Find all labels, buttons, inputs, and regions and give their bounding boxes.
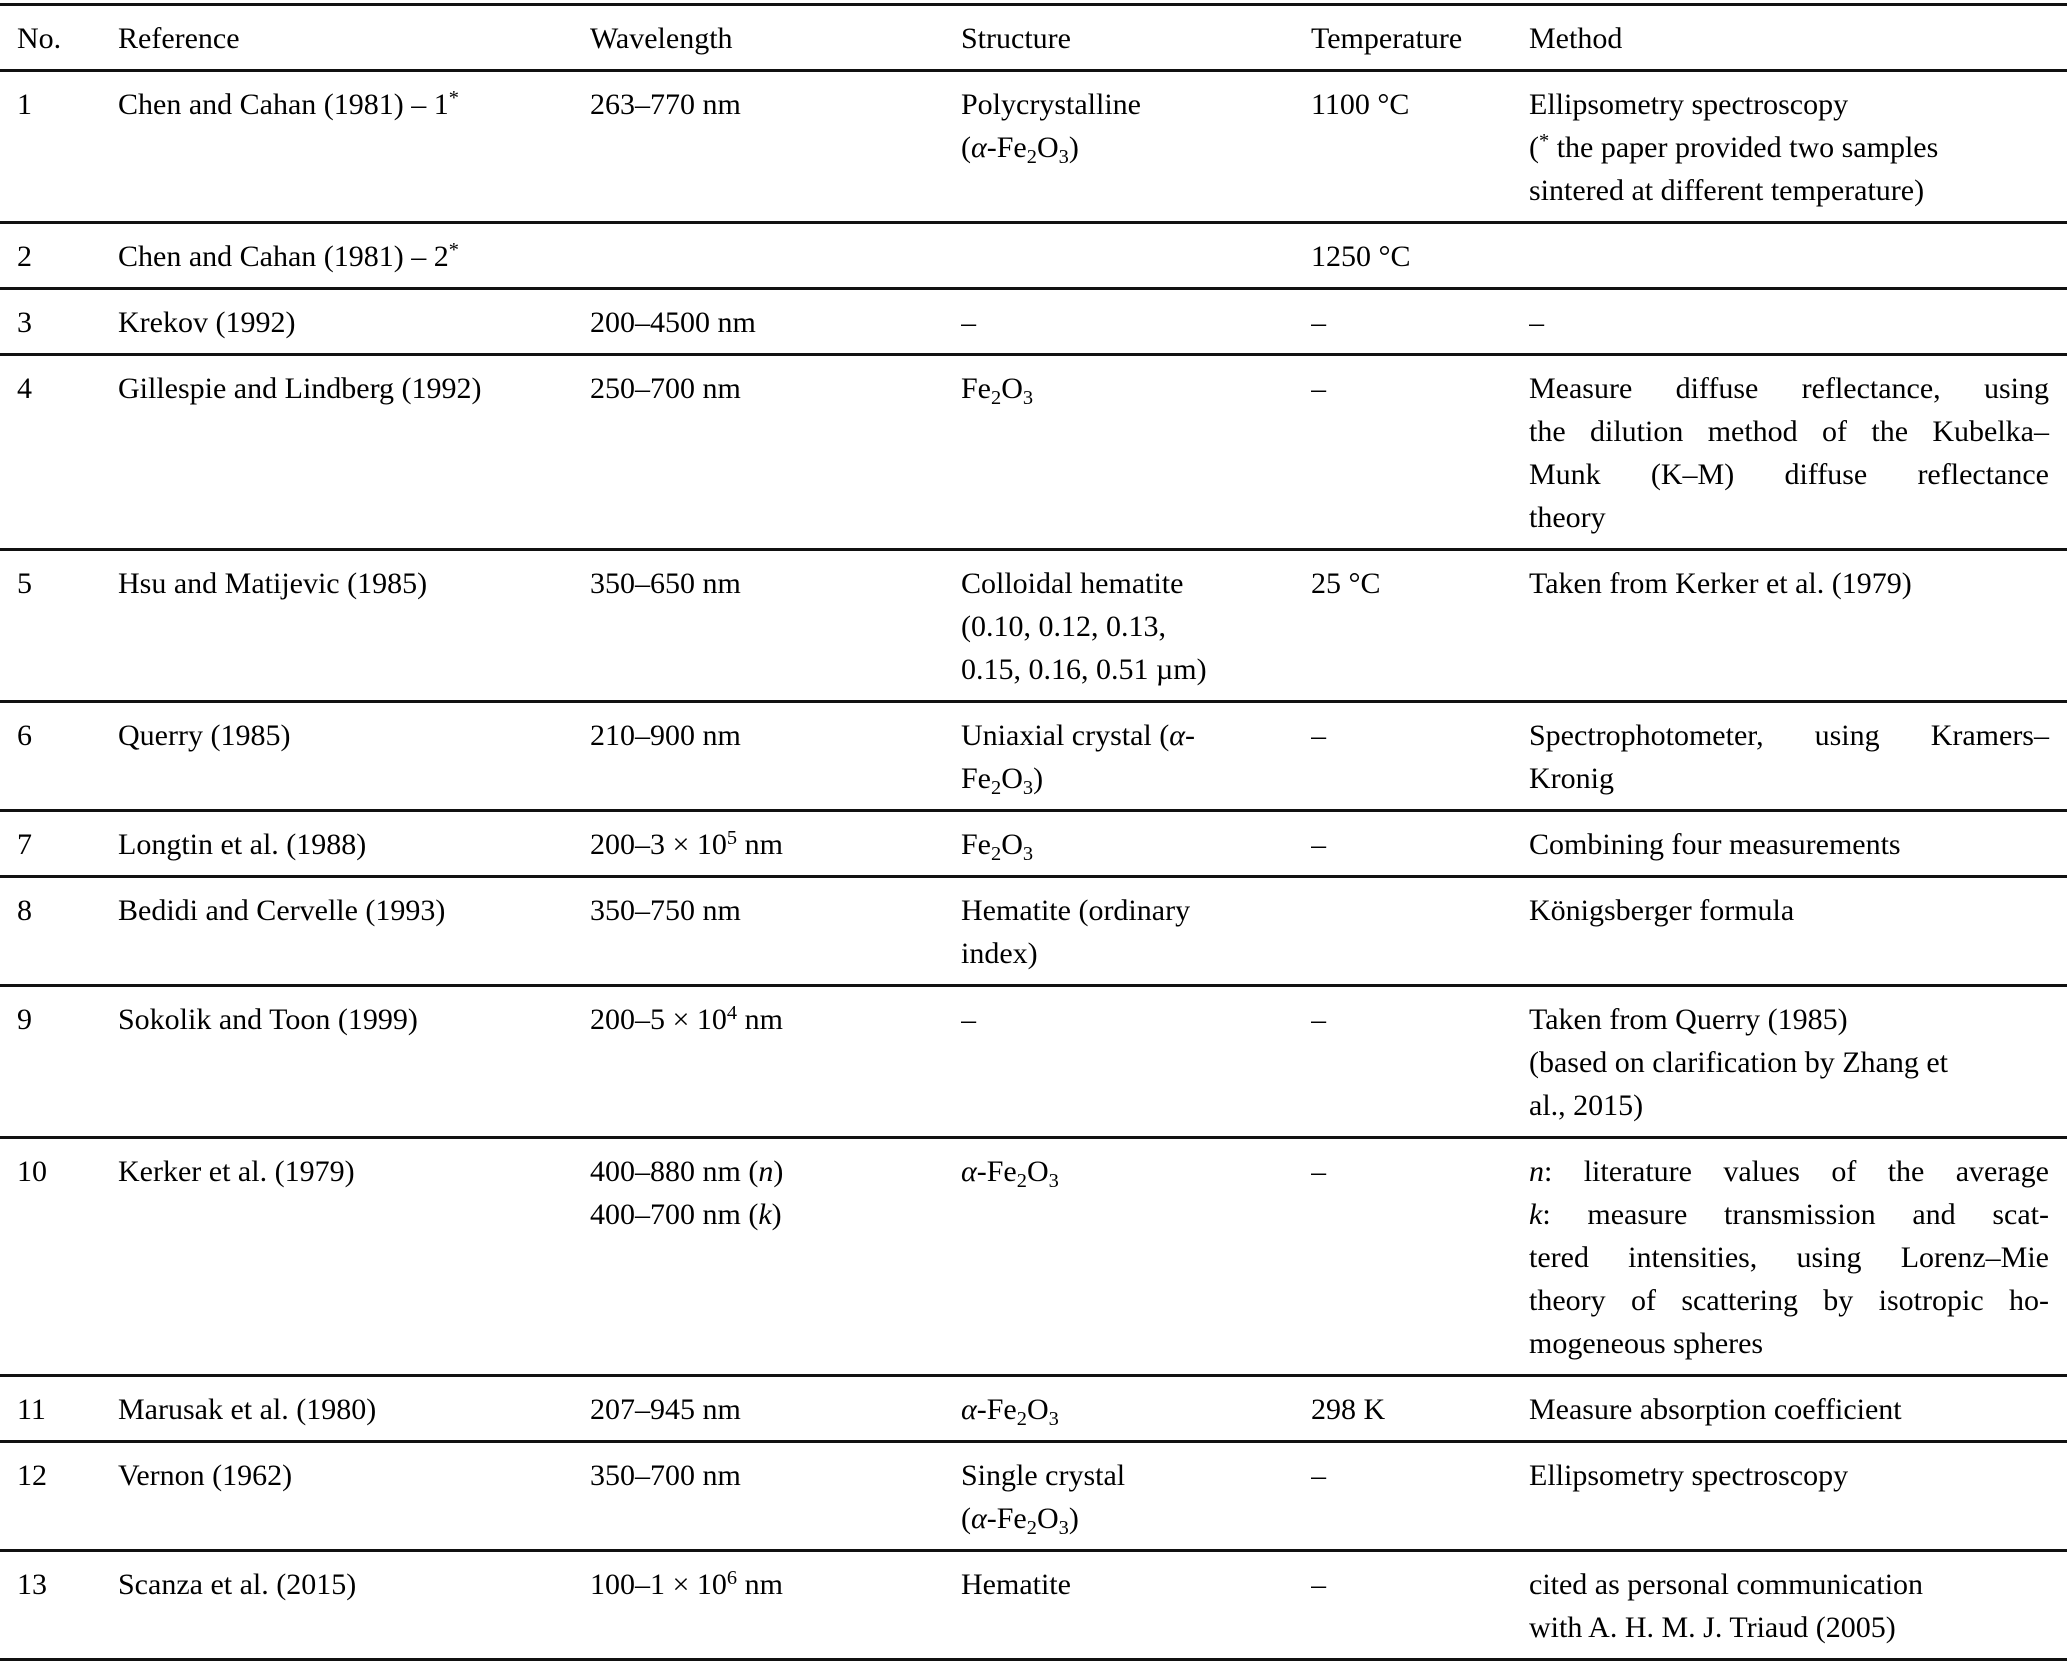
cell-method: Taken from Kerker et al. (1979) xyxy=(1529,567,1912,600)
cell-no: 12 xyxy=(17,1459,47,1492)
cell-no: 5 xyxy=(17,567,32,600)
cell-method: Taken from Querry (1985) (based on clarification by Zhang et al., 2015) xyxy=(1529,1003,1949,1122)
column-header-structure: Structure xyxy=(961,22,1071,55)
cell-reference: Bedidi and Cervelle (1993) xyxy=(118,894,446,927)
cell-method: Spectrophotometer, using Kramers– Kronig xyxy=(1529,719,2049,795)
cell-temperature: – xyxy=(1311,719,1326,752)
cell-wavelength: $100-1 \times 10^6$ nm xyxy=(590,1567,783,1601)
table-header-row xyxy=(0,5,2067,71)
cell-structure: Uniaxial crystal (α- $Fe_2O_3$) xyxy=(961,719,1196,799)
cell-wavelength xyxy=(590,223,961,289)
cell-reference: Scanza et al. (2015) xyxy=(118,1568,357,1601)
cell-reference: Vernon (1962) xyxy=(118,1459,293,1492)
column-header-wavelength: Wavelength xyxy=(590,22,733,55)
cell-reference: Chen and Cahan (1981) – 2* xyxy=(118,239,459,273)
cell-no: 11 xyxy=(17,1393,46,1426)
cell-temperature: – xyxy=(1311,372,1326,405)
cell-structure: – xyxy=(961,306,976,339)
cell-reference: Querry (1985) xyxy=(118,719,291,752)
cell-reference: Krekov (1992) xyxy=(118,306,296,339)
cell-structure: $Fe_2O_3$ xyxy=(961,828,1034,865)
column-header-method: Method xyxy=(1529,22,1623,55)
cell-wavelength: 350–650 nm xyxy=(590,567,741,600)
cell-structure: Single crystal $(\alpha-Fe_2O_3)$ xyxy=(961,1459,1126,1539)
cell-temperature: – xyxy=(1311,1568,1326,1601)
cell-no: 9 xyxy=(17,1003,32,1036)
cell-temperature: – xyxy=(1311,1155,1326,1188)
table-row xyxy=(0,71,2067,223)
cell-wavelength: $200-3 \times 10^5$ nm xyxy=(590,827,783,861)
cell-method: cited as personal communication with A. H. M. J. Triaud (2005) xyxy=(1529,1568,1924,1644)
table-row xyxy=(0,355,2067,550)
table-row xyxy=(0,289,2067,355)
cell-no: 1 xyxy=(17,88,32,121)
cell-reference: Hsu and Matijevic (1985) xyxy=(118,567,428,600)
cell-wavelength: 400–880 nm (n) 400–700 nm (k) xyxy=(590,1155,784,1231)
table-row xyxy=(0,223,2067,289)
cell-method: – xyxy=(1529,306,1544,339)
cell-temperature: – xyxy=(1311,828,1326,861)
cell-no: 3 xyxy=(17,306,32,339)
cell-reference: Longtin et al. (1988) xyxy=(118,828,367,861)
cell-no: 13 xyxy=(17,1568,47,1601)
cell-method: n: literature values of the average k: measure transmission and scat- tered intensities, using Lorenz–Mie theory of scattering by isotropic ho- mogeneous spheres xyxy=(1529,1155,2049,1360)
table-row xyxy=(0,1376,2067,1442)
cell-structure: $\alpha-Fe_2O_3$ xyxy=(961,1393,1059,1430)
references-table xyxy=(0,3,2067,1661)
cell-wavelength: 207–945 nm xyxy=(590,1393,741,1426)
cell-structure: – xyxy=(961,1003,976,1036)
cell-no: 7 xyxy=(17,828,32,861)
cell-wavelength: 263–770 nm xyxy=(590,88,741,121)
cell-no: 4 xyxy=(17,372,32,405)
cell-method: Measure diffuse reflectance, using the dilution method of the Kubelka– Munk (K–M) diffuse reflectance theory xyxy=(1529,372,2049,534)
table-row xyxy=(0,1551,2067,1660)
table-row xyxy=(0,702,2067,811)
cell-structure: Polycrystalline $(\alpha-Fe_2O_3)$ xyxy=(961,88,1141,168)
table-row xyxy=(0,811,2067,877)
table-header xyxy=(0,5,2067,71)
cell-reference: Sokolik and Toon (1999) xyxy=(118,1003,418,1036)
table-body xyxy=(0,71,2067,1660)
cell-no: 8 xyxy=(17,894,32,927)
cell-structure: $Fe_2O_3$ xyxy=(961,372,1034,409)
cell-wavelength: 350–700 nm xyxy=(590,1459,741,1492)
table-row xyxy=(0,550,2067,702)
cell-temperature: 1100 °C xyxy=(1311,88,1410,121)
cell-reference: Marusak et al. (1980) xyxy=(118,1393,377,1426)
cell-wavelength: 210–900 nm xyxy=(590,719,741,752)
cell-wavelength: 250–700 nm xyxy=(590,372,741,405)
cell-no: 6 xyxy=(17,719,32,752)
cell-no: 2 xyxy=(17,240,32,273)
table-row xyxy=(0,1442,2067,1551)
cell-reference: Chen and Cahan (1981) – 1* xyxy=(118,87,459,121)
cell-wavelength: 350–750 nm xyxy=(590,894,741,927)
cell-temperature xyxy=(1311,877,1529,986)
cell-temperature: 25 °C xyxy=(1311,567,1381,600)
cell-temperature: – xyxy=(1311,306,1326,339)
cell-structure: Colloidal hematite (0.10, 0.12, 0.13, 0.15, 0.16, 0.51 µm) xyxy=(961,567,1207,686)
column-header-temperature: Temperature xyxy=(1311,22,1463,55)
cell-reference: Gillespie and Lindberg (1992) xyxy=(118,372,482,405)
cell-temperature: 298 K xyxy=(1311,1393,1386,1426)
column-header-reference: Reference xyxy=(118,22,240,55)
table-row xyxy=(0,877,2067,986)
cell-temperature: – xyxy=(1311,1459,1326,1492)
cell-structure xyxy=(961,223,1311,289)
table-row xyxy=(0,986,2067,1138)
cell-reference: Kerker et al. (1979) xyxy=(118,1155,355,1188)
cell-method: Ellipsometry spectroscopy (* the paper provided two samples sintered at different temperature) xyxy=(1529,88,1939,207)
cell-structure: $\alpha-Fe_2O_3$ xyxy=(961,1155,1059,1192)
cell-wavelength: $200-5 \times 10^4$ nm xyxy=(590,1002,783,1036)
cell-method xyxy=(1529,223,2067,289)
cell-temperature: 1250 °C xyxy=(1311,240,1411,273)
cell-method: Königsberger formula xyxy=(1529,894,1795,927)
cell-method: Ellipsometry spectroscopy xyxy=(1529,1459,1849,1492)
cell-temperature: – xyxy=(1311,1003,1326,1036)
cell-structure: Hematite xyxy=(961,1568,1071,1601)
column-header-no: No. xyxy=(17,22,62,55)
cell-no: 10 xyxy=(17,1155,47,1188)
cell-wavelength: 200–4500 nm xyxy=(590,306,756,339)
cell-method: Combining four measurements xyxy=(1529,828,1901,861)
cell-structure: Hematite (ordinary index) xyxy=(961,894,1191,970)
cell-method: Measure absorption coefficient xyxy=(1529,1393,1902,1426)
table-row xyxy=(0,1138,2067,1376)
